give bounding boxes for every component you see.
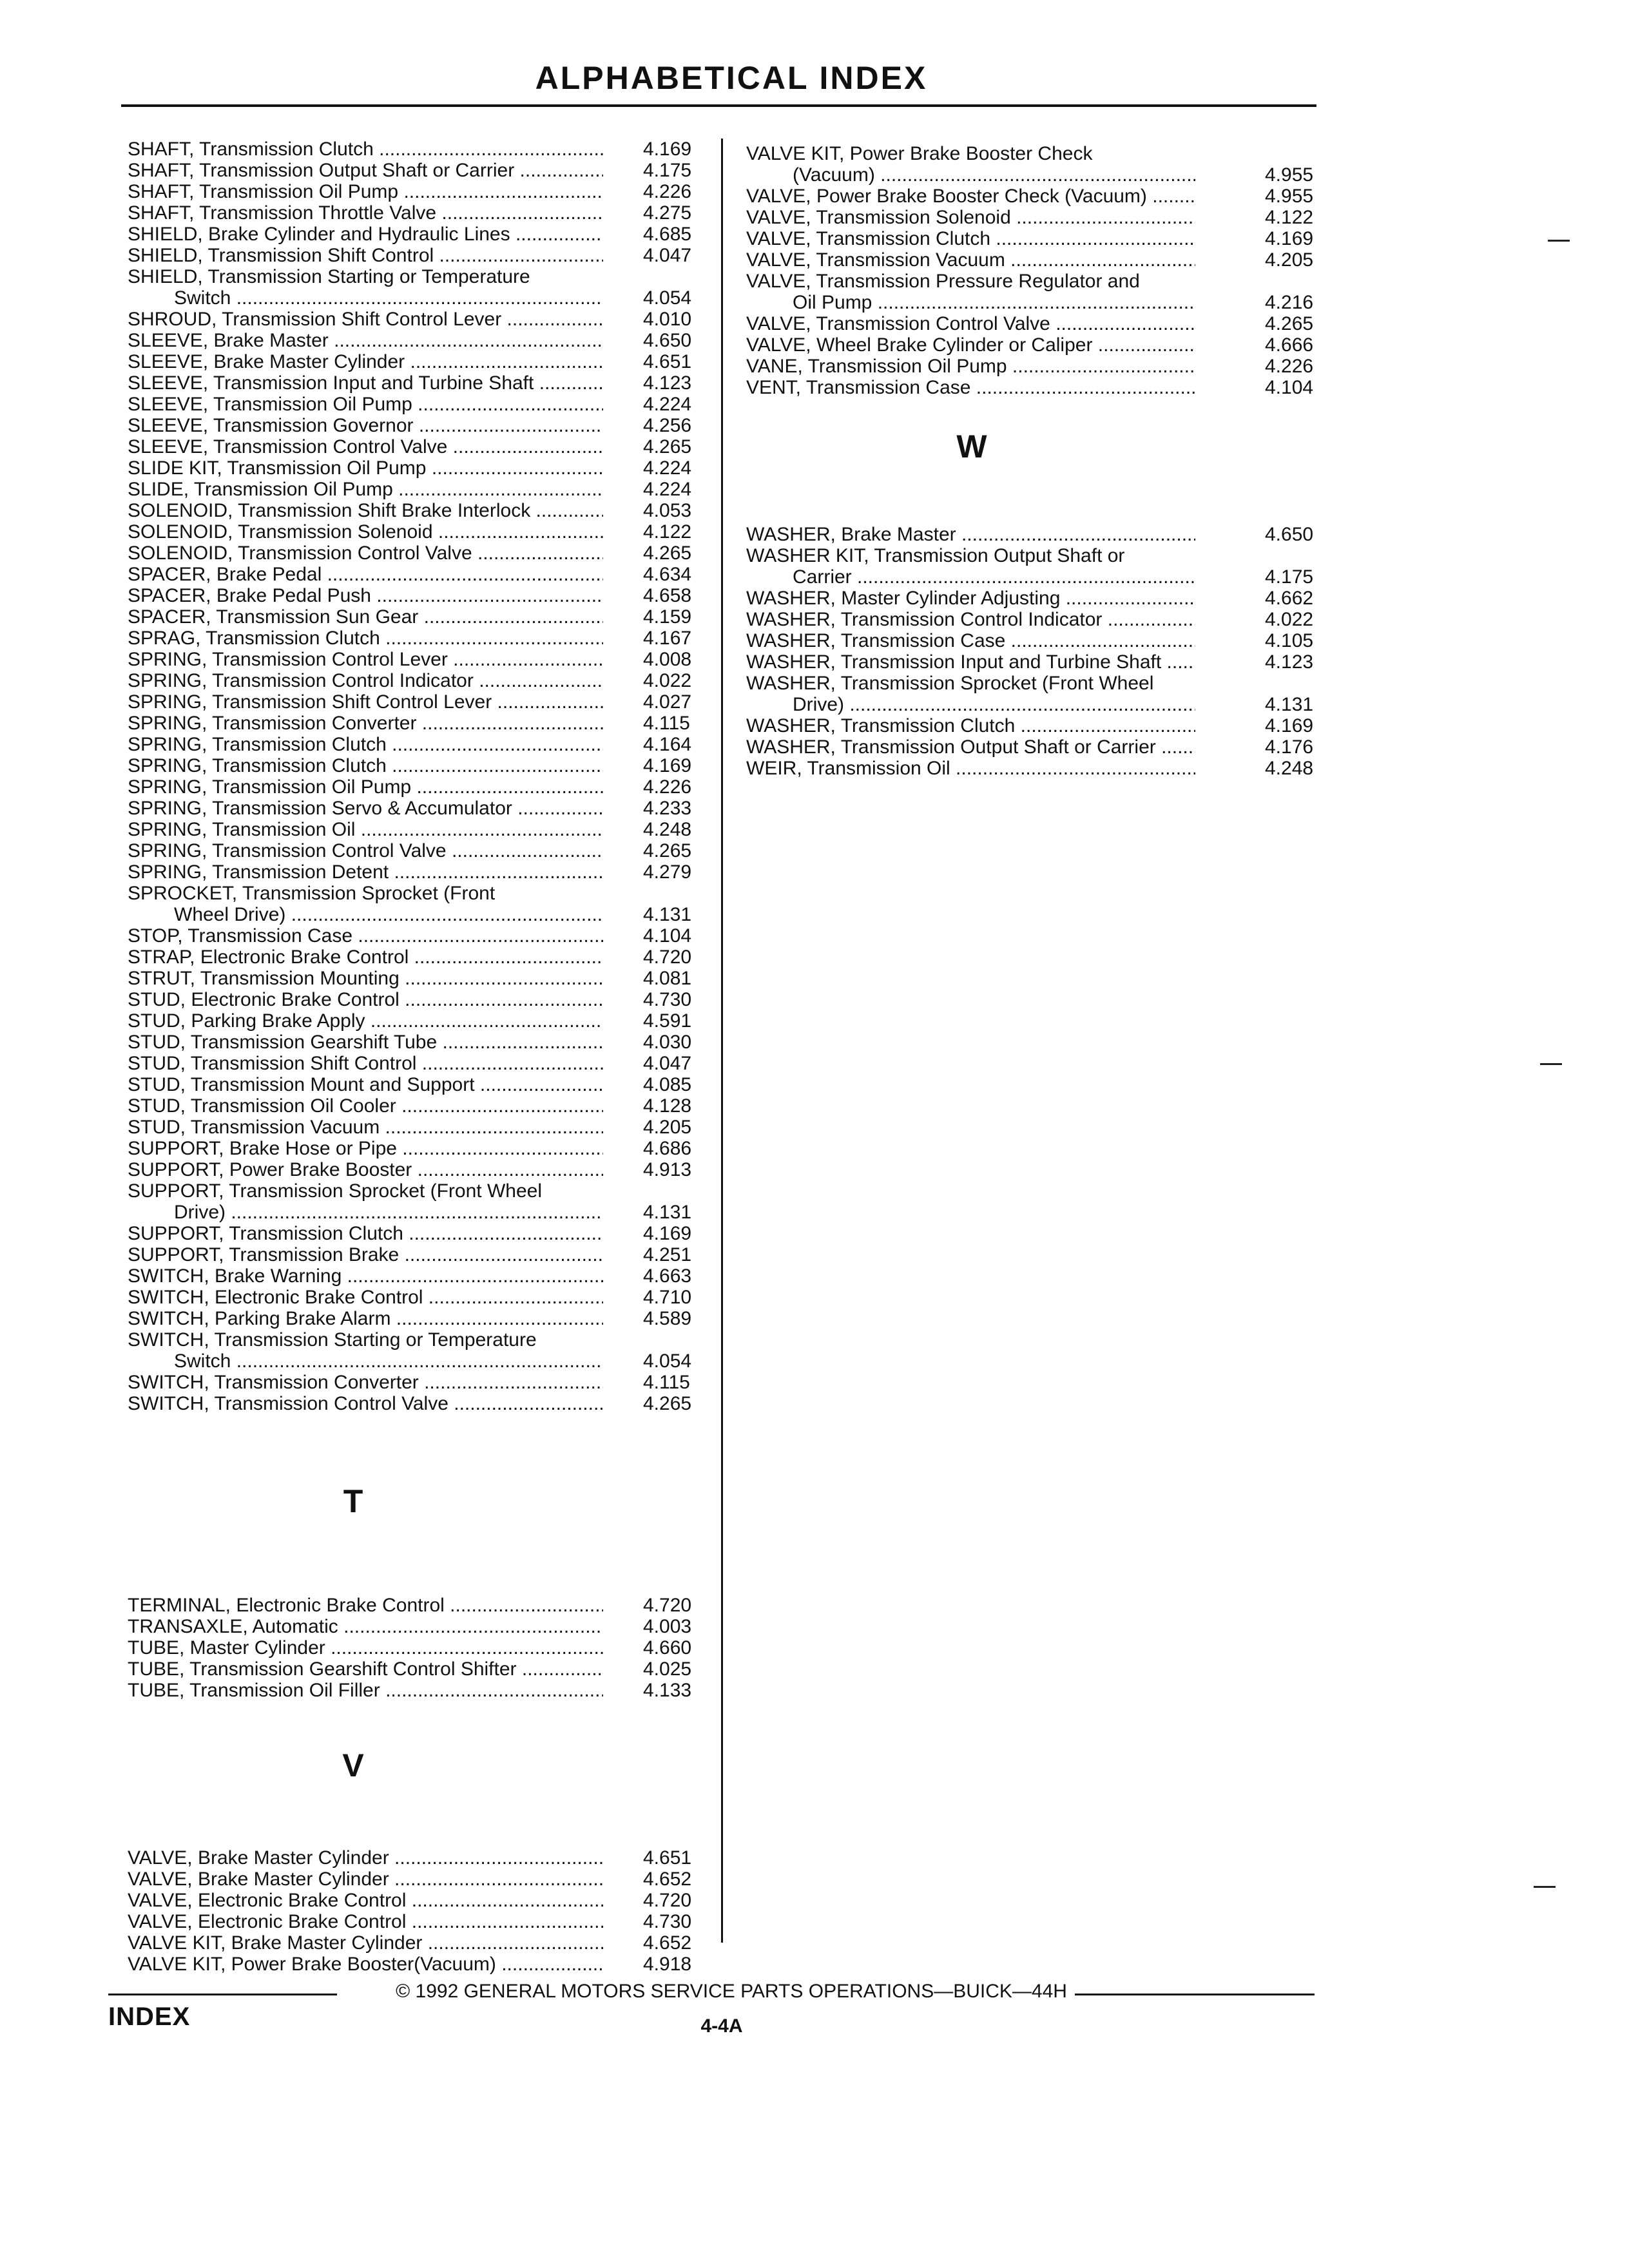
entry-page-number: 4.053 xyxy=(643,500,692,521)
index-entry xyxy=(746,736,1329,758)
entry-text: SWITCH, Transmission Control Valve xyxy=(128,1393,448,1414)
index-entry xyxy=(746,715,1329,736)
entry-page-number: 4.730 xyxy=(643,1911,692,1932)
entry-text: VALVE KIT, Brake Master Cylinder xyxy=(128,1932,423,1954)
index-entry xyxy=(746,356,1329,377)
entry-page-number: 4.955 xyxy=(1265,186,1314,207)
entry-text: TRANSAXLE, Automatic xyxy=(128,1616,338,1637)
entry-text: SPRING, Transmission Oil Pump xyxy=(128,776,412,798)
index-entry xyxy=(128,1265,714,1287)
entry-text: VALVE KIT, Power Brake Booster(Vacuum) xyxy=(128,1954,496,1975)
index-entry xyxy=(128,202,714,224)
index-entry xyxy=(128,670,714,691)
entry-page-number: 4.233 xyxy=(643,798,692,819)
index-entry xyxy=(128,351,714,372)
entry-page-number: 4.666 xyxy=(1265,334,1314,356)
entry-text: SOLENOID, Transmission Solenoid xyxy=(128,521,433,543)
v-entries-list xyxy=(128,1847,714,1975)
entry-page-number: 4.651 xyxy=(643,351,692,372)
entry-page-number: 4.205 xyxy=(643,1117,692,1138)
entry-text: SHAFT, Transmission Clutch xyxy=(128,139,374,160)
section-heading-v: V xyxy=(342,1747,364,1783)
right-column xyxy=(746,143,1329,779)
index-entry xyxy=(128,713,714,734)
entry-text: VALVE, Electronic Brake Control xyxy=(128,1890,407,1911)
index-entry xyxy=(128,415,714,436)
entry-page-number: 4.159 xyxy=(643,606,692,628)
entry-page-number: 4.123 xyxy=(1265,651,1314,673)
entry-page-number: 4.650 xyxy=(643,330,692,351)
entry-page-number: 4.265 xyxy=(643,840,692,861)
entry-text-continued: Switch xyxy=(174,1350,231,1372)
entry-text: VALVE, Transmission Pressure Regulator and xyxy=(746,271,1140,292)
index-entry xyxy=(128,1095,714,1117)
index-entry xyxy=(128,1393,714,1414)
index-entry xyxy=(128,1890,714,1911)
index-entry xyxy=(746,271,1329,313)
index-entry xyxy=(746,143,1329,186)
entry-page-number: 4.054 xyxy=(643,287,692,309)
entry-page-number: 4.131 xyxy=(1265,694,1314,715)
entry-page-number: 4.634 xyxy=(643,564,692,585)
entry-text: STUD, Transmission Gearshift Tube xyxy=(128,1032,438,1053)
entry-page-number: 4.104 xyxy=(643,925,692,947)
entry-text: VALVE, Wheel Brake Cylinder or Caliper xyxy=(746,334,1093,356)
entry-page-number: 4.720 xyxy=(643,1595,692,1616)
entry-text: SPRING, Transmission Clutch xyxy=(128,755,387,776)
entry-page-number: 4.022 xyxy=(1265,609,1314,630)
entry-page-number: 4.104 xyxy=(1265,377,1314,398)
entry-page-number: 4.081 xyxy=(643,968,692,989)
entry-page-number: 4.175 xyxy=(1265,566,1314,588)
copyright-line: © 1992 GENERAL MOTORS SERVICE PARTS OPERATIONS—BUICK—44H xyxy=(396,1981,1067,2002)
entry-text-continued: Oil Pump xyxy=(793,292,872,313)
index-entry xyxy=(746,228,1329,249)
index-entry xyxy=(746,673,1329,715)
entry-text: WASHER, Master Cylinder Adjusting xyxy=(746,588,1061,609)
index-entry xyxy=(128,840,714,861)
margin-mark xyxy=(1548,240,1570,242)
entry-text: VALVE, Brake Master Cylinder xyxy=(128,1869,389,1890)
entry-text: VALVE, Brake Master Cylinder xyxy=(128,1847,389,1869)
entry-page-number: 4.169 xyxy=(1265,228,1314,249)
index-entry xyxy=(128,1287,714,1308)
entry-page-number: 4.169 xyxy=(1265,715,1314,736)
entry-page-number: 4.131 xyxy=(643,1202,692,1223)
index-entry xyxy=(128,691,714,713)
entry-page-number: 4.918 xyxy=(643,1954,692,1975)
index-entry xyxy=(128,755,714,776)
entry-text: SWITCH, Brake Warning xyxy=(128,1265,342,1287)
entry-text-continued: Wheel Drive) xyxy=(174,904,286,925)
entry-text: VALVE, Power Brake Booster Check (Vacuum) xyxy=(746,186,1147,207)
entry-text: WASHER, Transmission Sprocket (Front Wheel xyxy=(746,673,1154,694)
index-entry xyxy=(128,1847,714,1869)
entry-page-number: 4.226 xyxy=(643,181,692,202)
entry-page-number: 4.710 xyxy=(643,1287,692,1308)
page-title: ALPHABETICAL INDEX xyxy=(535,60,928,96)
entry-text: SLEEVE, Transmission Control Valve xyxy=(128,436,448,457)
entry-page-number: 4.265 xyxy=(1265,313,1314,334)
w-entries-list xyxy=(746,524,1329,779)
entry-text: SPACER, Transmission Sun Gear xyxy=(128,606,419,628)
entry-page-number: 4.030 xyxy=(643,1032,692,1053)
v-entries-continued-list xyxy=(746,143,1329,398)
entry-text: VANE, Transmission Oil Pump xyxy=(746,356,1007,377)
entry-page-number: 4.720 xyxy=(643,947,692,968)
entry-text: STUD, Electronic Brake Control xyxy=(128,989,400,1010)
entry-text: VALVE, Transmission Solenoid xyxy=(746,207,1011,228)
entry-page-number: 4.652 xyxy=(643,1869,692,1890)
entry-page-number: 4.591 xyxy=(643,1010,692,1032)
index-entry xyxy=(746,630,1329,651)
entry-text: SLEEVE, Transmission Governor xyxy=(128,415,414,436)
index-entry xyxy=(128,224,714,245)
entry-text: VALVE, Transmission Clutch xyxy=(746,228,991,249)
index-entry xyxy=(128,1053,714,1074)
entry-page-number: 4.115 xyxy=(643,713,690,734)
index-entry xyxy=(746,588,1329,609)
index-entry xyxy=(128,628,714,649)
index-entry xyxy=(128,1954,714,1975)
entry-text: WASHER, Transmission Output Shaft or Carrier xyxy=(746,736,1156,758)
margin-mark xyxy=(1540,1063,1562,1065)
entry-text: STUD, Transmission Vacuum xyxy=(128,1117,380,1138)
index-entry xyxy=(746,377,1329,398)
entry-text: TERMINAL, Electronic Brake Control xyxy=(128,1595,445,1616)
index-entry xyxy=(128,649,714,670)
entry-page-number: 4.176 xyxy=(1265,736,1314,758)
entry-page-number: 4.265 xyxy=(643,543,692,564)
entry-text: TUBE, Master Cylinder xyxy=(128,1637,325,1658)
entry-page-number: 4.651 xyxy=(643,1847,692,1869)
entry-text: SPRING, Transmission Converter xyxy=(128,713,417,734)
entry-text: STUD, Transmission Shift Control xyxy=(128,1053,417,1074)
entry-text: SHROUD, Transmission Shift Control Lever xyxy=(128,309,502,330)
section-heading-w: W xyxy=(956,428,987,465)
entry-page-number: 4.224 xyxy=(643,457,692,479)
index-entry xyxy=(128,1180,714,1223)
entry-text-continued: (Vacuum) xyxy=(793,164,875,186)
entry-page-number: 4.205 xyxy=(1265,249,1314,271)
entry-page-number: 4.027 xyxy=(643,691,692,713)
entry-page-number: 4.275 xyxy=(643,202,692,224)
entry-text: SWITCH, Transmission Converter xyxy=(128,1372,419,1393)
entry-text: STOP, Transmission Case xyxy=(128,925,353,947)
entry-text: SWITCH, Transmission Starting or Temperature xyxy=(128,1329,537,1350)
index-entry xyxy=(128,266,714,309)
section-heading-t: T xyxy=(343,1483,363,1519)
entry-page-number: 4.122 xyxy=(643,521,692,543)
index-entry xyxy=(128,1637,714,1658)
entry-page-number: 4.010 xyxy=(643,309,692,330)
entry-page-number: 4.589 xyxy=(643,1308,692,1329)
entry-page-number: 4.955 xyxy=(1265,164,1314,186)
page-number: 4-4A xyxy=(700,2015,743,2037)
index-entry xyxy=(128,1932,714,1954)
index-entry xyxy=(128,1223,714,1244)
entry-page-number: 4.123 xyxy=(643,372,692,394)
entry-page-number: 4.105 xyxy=(1265,630,1314,651)
entry-page-number: 4.008 xyxy=(643,649,692,670)
entry-text: SPRING, Transmission Oil xyxy=(128,819,356,840)
entry-text: SLIDE KIT, Transmission Oil Pump xyxy=(128,457,427,479)
entry-text: SPRING, Transmission Servo & Accumulator xyxy=(128,798,512,819)
index-entry xyxy=(128,1372,714,1393)
index-entry xyxy=(746,758,1329,779)
entry-text: SUPPORT, Transmission Sprocket (Front Wheel xyxy=(128,1180,542,1202)
index-entry xyxy=(128,457,714,479)
entry-text: STUD, Parking Brake Apply xyxy=(128,1010,365,1032)
index-entry xyxy=(128,861,714,883)
entry-page-number: 4.115 xyxy=(643,1372,690,1393)
index-entry xyxy=(746,524,1329,545)
entry-text-continued: Drive) xyxy=(174,1202,226,1223)
entry-text: VALVE, Electronic Brake Control xyxy=(128,1911,407,1932)
index-entry xyxy=(128,819,714,840)
entry-text: SWITCH, Electronic Brake Control xyxy=(128,1287,423,1308)
index-entry xyxy=(128,1911,714,1932)
index-entry xyxy=(128,1308,714,1329)
section-label: INDEX xyxy=(108,2003,191,2031)
entry-page-number: 4.256 xyxy=(643,415,692,436)
entry-text: SPRING, Transmission Shift Control Lever xyxy=(128,691,492,713)
entry-page-number: 4.265 xyxy=(643,1393,692,1414)
entry-text-continued: Switch xyxy=(174,287,231,309)
entry-text: SHAFT, Transmission Output Shaft or Carrier xyxy=(128,160,515,181)
entry-text-continued: Carrier xyxy=(793,566,852,588)
index-entry xyxy=(128,479,714,500)
entry-text: SUPPORT, Transmission Brake xyxy=(128,1244,400,1265)
index-entry xyxy=(128,564,714,585)
entry-page-number: 4.022 xyxy=(643,670,692,691)
entry-text: WASHER, Transmission Control Indicator xyxy=(746,609,1103,630)
entry-page-number: 4.265 xyxy=(643,436,692,457)
entry-text: SLEEVE, Brake Master Cylinder xyxy=(128,351,405,372)
entry-text: SHIELD, Transmission Shift Control xyxy=(128,245,434,266)
index-entry xyxy=(746,545,1329,588)
entry-page-number: 4.047 xyxy=(643,245,692,266)
index-entry xyxy=(128,606,714,628)
index-entry xyxy=(128,1658,714,1680)
entry-page-number: 4.248 xyxy=(1265,758,1314,779)
entry-page-number: 4.169 xyxy=(643,755,692,776)
index-entry xyxy=(128,330,714,351)
entry-text: SUPPORT, Transmission Clutch xyxy=(128,1223,403,1244)
entry-text: SLEEVE, Brake Master xyxy=(128,330,329,351)
entry-page-number: 4.085 xyxy=(643,1074,692,1095)
index-entry xyxy=(128,394,714,415)
entry-text: SPRING, Transmission Detent xyxy=(128,861,389,883)
index-entry xyxy=(128,989,714,1010)
entry-text: SPRING, Transmission Clutch xyxy=(128,734,387,755)
index-entry xyxy=(128,309,714,330)
index-entry xyxy=(128,968,714,989)
entry-text: SPRING, Transmission Control Indicator xyxy=(128,670,474,691)
entry-page-number: 4.248 xyxy=(643,819,692,840)
left-column xyxy=(128,139,714,1975)
entry-text: STUD, Transmission Mount and Support xyxy=(128,1074,475,1095)
entry-page-number: 4.650 xyxy=(1265,524,1314,545)
entry-text: SLEEVE, Transmission Oil Pump xyxy=(128,394,412,415)
entry-page-number: 4.226 xyxy=(1265,356,1314,377)
entry-page-number: 4.224 xyxy=(643,394,692,415)
entry-text-continued: Drive) xyxy=(793,694,844,715)
entry-text: SHIELD, Brake Cylinder and Hydraulic Lines xyxy=(128,224,510,245)
column-divider xyxy=(721,139,723,1943)
entry-page-number: 4.047 xyxy=(643,1053,692,1074)
entry-text: SPRING, Transmission Control Valve xyxy=(128,840,447,861)
entry-text: WASHER, Brake Master xyxy=(746,524,956,545)
entry-page-number: 4.685 xyxy=(643,224,692,245)
entry-text: SPACER, Brake Pedal Push xyxy=(128,585,371,606)
index-entry xyxy=(128,372,714,394)
entry-page-number: 4.131 xyxy=(643,904,692,925)
entry-page-number: 4.663 xyxy=(643,1265,692,1287)
index-entry xyxy=(128,1010,714,1032)
index-entry xyxy=(128,1869,714,1890)
entry-page-number: 4.054 xyxy=(643,1350,692,1372)
index-entry xyxy=(128,181,714,202)
index-entry xyxy=(746,651,1329,673)
entry-page-number: 4.913 xyxy=(643,1159,692,1180)
index-entry xyxy=(128,1159,714,1180)
index-entry xyxy=(746,313,1329,334)
index-entry xyxy=(128,160,714,181)
s-entries-list xyxy=(128,139,714,1414)
title-rule xyxy=(121,104,1316,107)
entry-page-number: 4.128 xyxy=(643,1095,692,1117)
entry-text: WASHER, Transmission Case xyxy=(746,630,1006,651)
entry-text: STUD, Transmission Oil Cooler xyxy=(128,1095,396,1117)
index-entry xyxy=(128,883,714,925)
index-entry xyxy=(746,207,1329,228)
index-entry xyxy=(746,609,1329,630)
entry-text: WASHER KIT, Transmission Output Shaft or xyxy=(746,545,1125,566)
entry-page-number: 4.251 xyxy=(643,1244,692,1265)
index-entry xyxy=(128,1032,714,1053)
entry-text: SPRAG, Transmission Clutch xyxy=(128,628,380,649)
t-entries-list xyxy=(128,1595,714,1701)
entry-page-number: 4.003 xyxy=(643,1616,692,1637)
entry-text: WASHER, Transmission Clutch xyxy=(746,715,1016,736)
entry-page-number: 4.686 xyxy=(643,1138,692,1159)
entry-page-number: 4.660 xyxy=(643,1637,692,1658)
index-entry xyxy=(128,585,714,606)
index-entry xyxy=(128,245,714,266)
index-entry xyxy=(128,436,714,457)
index-entry xyxy=(128,521,714,543)
index-entry xyxy=(128,1244,714,1265)
entry-text: SOLENOID, Transmission Control Valve xyxy=(128,543,472,564)
entry-text: SUPPORT, Brake Hose or Pipe xyxy=(128,1138,397,1159)
entry-page-number: 4.652 xyxy=(643,1932,692,1954)
entry-text: SLEEVE, Transmission Input and Turbine Shaft xyxy=(128,372,534,394)
entry-page-number: 4.167 xyxy=(643,628,692,649)
entry-page-number: 4.175 xyxy=(643,160,692,181)
entry-text: SPACER, Brake Pedal xyxy=(128,564,322,585)
index-entry xyxy=(128,1138,714,1159)
entry-text: SOLENOID, Transmission Shift Brake Interlock xyxy=(128,500,531,521)
index-entry xyxy=(746,249,1329,271)
entry-page-number: 4.164 xyxy=(643,734,692,755)
entry-page-number: 4.662 xyxy=(1265,588,1314,609)
entry-text: SWITCH, Parking Brake Alarm xyxy=(128,1308,391,1329)
entry-text: SHIELD, Transmission Starting or Temperature xyxy=(128,266,530,287)
entry-text: SHAFT, Transmission Throttle Valve xyxy=(128,202,437,224)
index-entry xyxy=(128,500,714,521)
entry-page-number: 4.122 xyxy=(1265,207,1314,228)
entry-page-number: 4.025 xyxy=(643,1658,692,1680)
index-entry xyxy=(128,1329,714,1372)
index-entry xyxy=(128,947,714,968)
entry-page-number: 4.216 xyxy=(1265,292,1314,313)
entry-page-number: 4.279 xyxy=(643,861,692,883)
entry-text: SUPPORT, Power Brake Booster xyxy=(128,1159,412,1180)
entry-text: STRAP, Electronic Brake Control xyxy=(128,947,409,968)
entry-text: VALVE KIT, Power Brake Booster Check xyxy=(746,143,1093,164)
entry-page-number: 4.224 xyxy=(643,479,692,500)
entry-text: WEIR, Transmission Oil xyxy=(746,758,950,779)
entry-text: TUBE, Transmission Oil Filler xyxy=(128,1680,380,1701)
entry-text: SPROCKET, Transmission Sprocket (Front xyxy=(128,883,496,904)
entry-page-number: 4.169 xyxy=(643,139,692,160)
entry-text: SPRING, Transmission Control Lever xyxy=(128,649,448,670)
index-entry xyxy=(128,1117,714,1138)
index-entry xyxy=(128,1595,714,1616)
index-entry xyxy=(746,186,1329,207)
index-entry xyxy=(746,334,1329,356)
index-entry xyxy=(128,1616,714,1637)
entry-text: VALVE, Transmission Vacuum xyxy=(746,249,1005,271)
index-entry xyxy=(128,734,714,755)
entry-page-number: 4.658 xyxy=(643,585,692,606)
entry-page-number: 4.226 xyxy=(643,776,692,798)
margin-mark xyxy=(1534,1886,1556,1888)
index-entry xyxy=(128,543,714,564)
entry-text: VALVE, Transmission Control Valve xyxy=(746,313,1050,334)
entry-text: VENT, Transmission Case xyxy=(746,377,971,398)
entry-text: WASHER, Transmission Input and Turbine Shaft xyxy=(746,651,1162,673)
index-entry xyxy=(128,925,714,947)
index-entry xyxy=(128,776,714,798)
entry-text: TUBE, Transmission Gearshift Control Shifter xyxy=(128,1658,517,1680)
entry-text: SHAFT, Transmission Oil Pump xyxy=(128,181,399,202)
index-entry xyxy=(128,139,714,160)
index-entry xyxy=(128,1680,714,1701)
entry-page-number: 4.720 xyxy=(643,1890,692,1911)
entry-page-number: 4.730 xyxy=(643,989,692,1010)
entry-text: STRUT, Transmission Mounting xyxy=(128,968,400,989)
entry-page-number: 4.133 xyxy=(643,1680,692,1701)
index-entry xyxy=(128,798,714,819)
entry-page-number: 4.169 xyxy=(643,1223,692,1244)
entry-text: SLIDE, Transmission Oil Pump xyxy=(128,479,393,500)
index-entry xyxy=(128,1074,714,1095)
